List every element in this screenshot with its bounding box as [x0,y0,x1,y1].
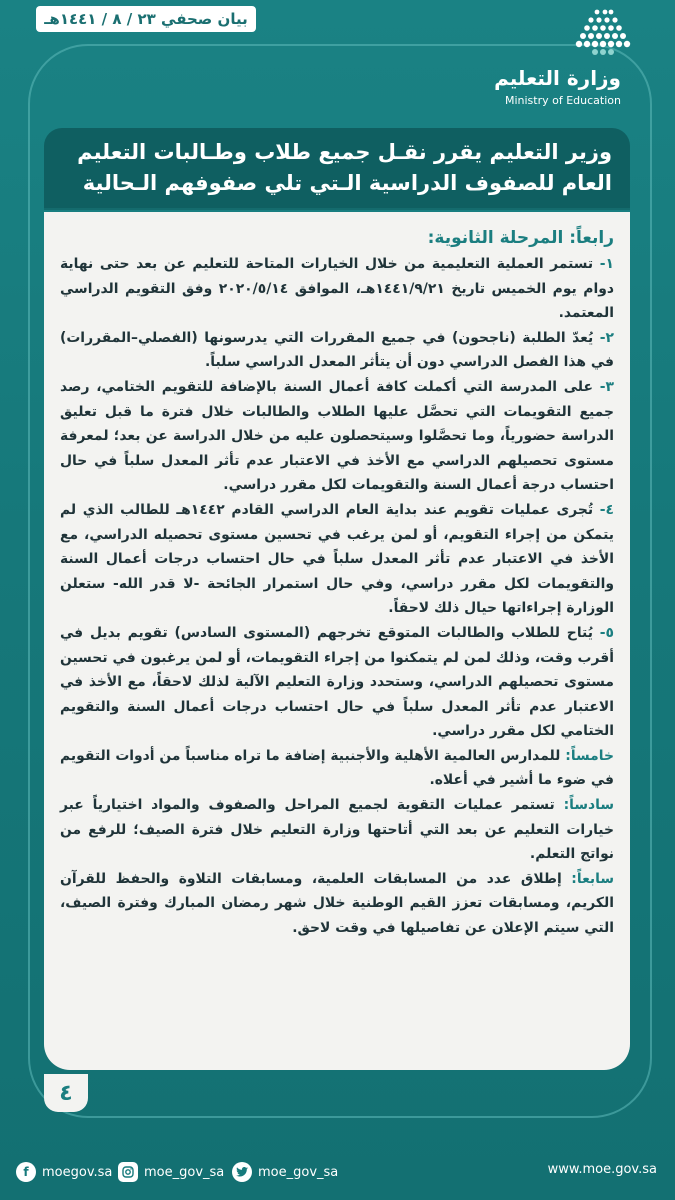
footer-instagram[interactable] [118,1162,224,1182]
twitter-icon [232,1162,252,1182]
item-number: ٤- [599,501,614,518]
item-text: على المدرسة التي أكملت كافة أعمال السنة بالإضافة للتقويم الختامي، رصد جميع التقويمات التي تحصَّل عليها الطلاب والطالبات خلال فترة ما قبل تعليق الدراسة حضورياً، وما تحصَّلوا وسيتحصلون عليه من خلال الدراسة عن بعد؛ لمعرفة مستوى تحصيلهم الدراسي مع الأخذ في الاعتبار عدم تأثر المعدل سلباً في حال احتساب درجة أعمال السنة والتقويمات لكل مقرر دراسي. [60,378,614,494]
item-text: يُتاح للطلاب والطالبات المتوقع تخرجهم (المستوى السادس) تقويم بديل في أقرب وقت، وذلك لمن لم يتمكنوا من إجراء التقويمات، أو لمن يرغبون في تحسين مستوى تحصيلهم الدراسي، وستحدد وزارة التعليم الآلية لذلك لاحقاً، مع الأخذ في الاعتبار عدم تأثر المعدل سلباً في حال احتساب درجات أعمال السنة والتقويم الختامي لكل مقرر دراسي. [60,624,614,740]
paragraph-item-1 [60,252,614,326]
headline-line-2: العام للصفوف الدراسية الـتي تلي صفوفهم الـحالية [82,171,612,195]
ministry-logo-mark-icon [567,4,637,62]
headline-box [44,128,630,208]
paragraph-section-6 [60,793,614,867]
section-text: إطلاق عدد من المسابقات العلمية، ومسابقات التلاوة والحفظ للقرآن الكريم، ومسابقات تعزز القيم الوطنية خلال شهر رمضان المبارك وفترة الصيف، التي سيتم الإعلان عن تفاصيلها في وقت لاحق. [60,870,614,937]
item-text: تستمر العملية التعليمية من خلال الخيارات المتاحة للتعليم عن بعد حتى نهاية دوام يوم الخميس تاريخ ١٤٤١/٩/٢١هـ، الموافق ٢٠٢٠/٥/١٤ وفق التقويم الدراسي المعتمد. [60,256,614,322]
instagram-icon [118,1162,138,1182]
section-text: تستمر عمليات التقوية لجميع المراحل والصفوف والمواد اختيارياً عبر خيارات التعليم عن بعد التي أتاحتها وزارة التعليم خلال فترة الصيف؛ للرفع من نواتج التعلم. [60,797,614,863]
press-release-date-badge: بيان صحفي ٢٣ / ٨ / ١٤٤١هـ [36,6,256,32]
page-number: ٤ [44,1074,88,1112]
item-text: تُجرى عمليات تقويم عند بداية العام الدراسي القادم ١٤٤٢هـ للطالب الذي لم يتمكن من إجراء التقويم، أو لمن يرغب في تحسين مستوى تحصيله الدراسي، مع الأخذ في الاعتبار عدم تأثر المعدل سلباً في حال احتساب درجات أعمال السنة والتقويمات لكل مقرر دراسي، وفي حال استمرار الجائحة -لا قدر الله- ستعلن الوزارة إجراءاتها حيال ذلك لاحقاً. [60,501,614,617]
facebook-icon: f [16,1162,36,1182]
paragraph-item-2 [60,326,614,375]
section-label: سابعاً: [571,870,614,887]
item-number: ١- [599,256,614,272]
section-text: للمدارس العالمية الأهلية والأجنبية إضافة ما تراه مناسباً من أدوات التقويم في ضوء ما أشير في أعلاه. [60,747,614,789]
item-number: ٢- [599,329,614,346]
footer-website[interactable] [548,1162,657,1177]
item-number: ٣- [599,378,614,395]
section-label: سادساً: [563,797,614,814]
item-number: ٥- [599,624,614,641]
logo-arabic-text: وزارة التعليم [494,66,621,90]
headline-line-1: وزير التعليم يقرر نقـل جميع طلاب وطـالبات التعليم [77,140,612,164]
facebook-handle[interactable]: moegov.sa [42,1164,113,1180]
paragraph-section-7 [60,867,614,941]
paragraph-item-5 [60,621,614,744]
paragraph-item-3 [60,375,614,498]
statement-content [44,212,630,1070]
footer [0,1150,675,1200]
instagram-handle[interactable]: moe_gov_sa [144,1164,225,1180]
paragraph-section-5 [60,744,614,793]
logo-english-text: Ministry of Education [504,94,621,107]
footer-facebook[interactable] [16,1162,112,1182]
section-label: خامساً: [565,747,614,764]
website-text[interactable]: www.moe.gov.sa [547,1162,657,1177]
section-heading-secondary-stage: رابعاً: المرحلة الثانوية: [427,228,614,248]
twitter-handle[interactable]: moe_gov_sa [258,1164,339,1180]
item-text: يُعدّ الطلبة (ناجحون) في جميع المقررات التي يدرسونها (الفصلي–المقررات) في هذا الفصل الدراسي دون أن يتأثر المعدل الدراسي سلباً. [60,329,614,371]
paragraph-item-4 [60,498,614,621]
footer-twitter[interactable] [232,1162,338,1182]
ministry-logo [487,4,647,110]
